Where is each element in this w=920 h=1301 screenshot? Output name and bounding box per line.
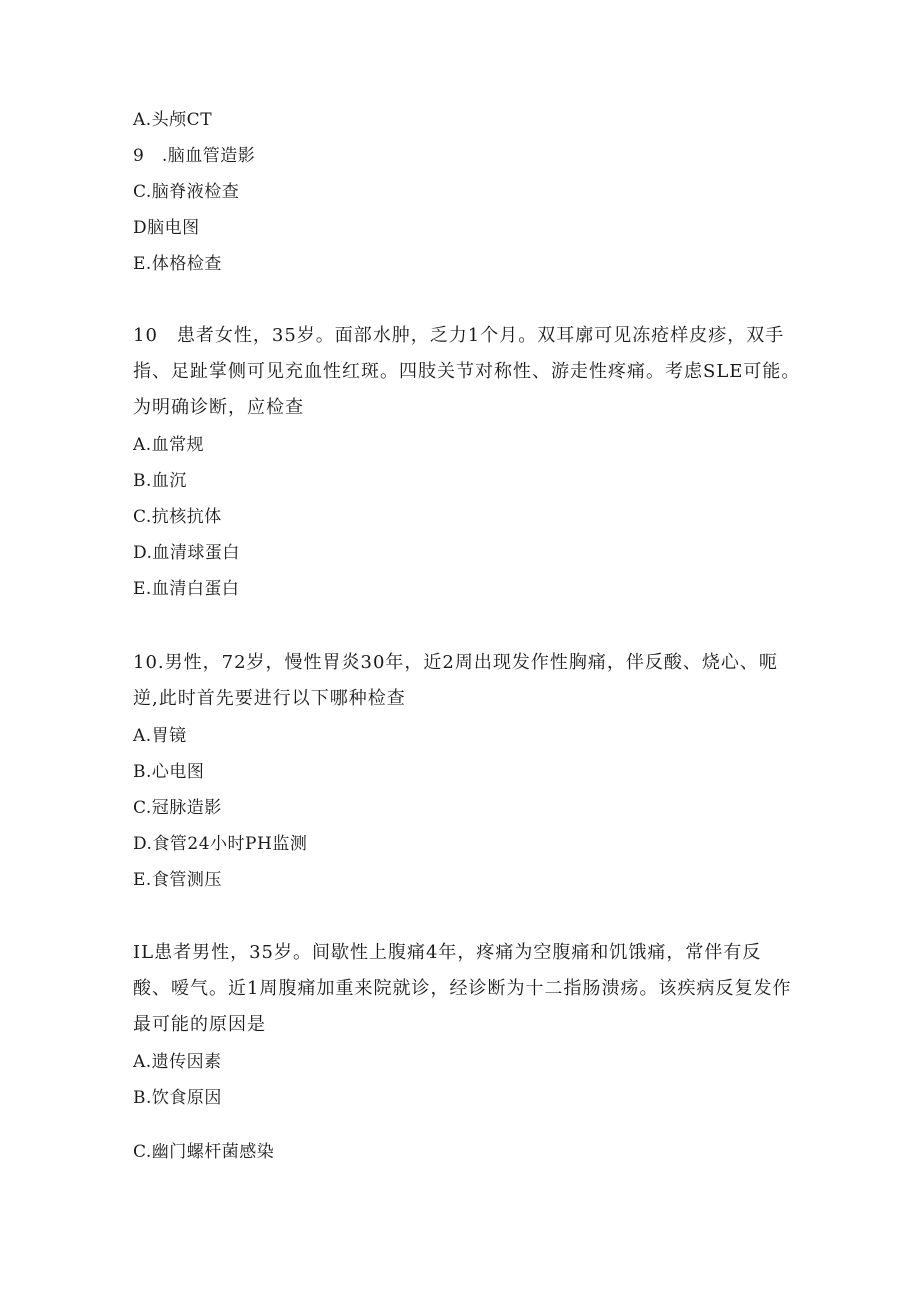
option-e: E.体格检查: [133, 254, 222, 274]
option-d: D.食管24小时PH监测: [133, 834, 308, 854]
option-b: B.饮食原因: [133, 1088, 222, 1108]
option-d: D脑电图: [133, 218, 200, 238]
option-a: A.胃镜: [133, 726, 187, 746]
option-d: D.血清球蛋白: [133, 543, 240, 563]
question-stem-line: 酸、嗳气。近1周腹痛加重来院就诊，经诊断为十二指肠溃疡。该疾病反复发作: [133, 978, 792, 999]
option-b: B.血沉: [133, 471, 187, 491]
option-c: C.幽门螺杆菌感染: [133, 1142, 275, 1162]
question-stem-line: 逆,此时首先要进行以下哪种检查: [133, 688, 406, 709]
question-stem-line: IL患者男性，35岁。间歇性上腹痛4年，疼痛为空腹痛和饥饿痛，常伴有反: [133, 942, 762, 963]
question-stem-line: 10.男性，72岁，慢性胃炎30年，近2周出现发作性胸痛，伴反酸、烧心、呃: [133, 652, 778, 673]
option-c: C.冠脉造影: [133, 798, 222, 818]
option-a: A.遗传因素: [133, 1052, 222, 1072]
option-a: A.血常规: [133, 435, 205, 455]
option-c: C.脑脊液检查: [133, 182, 240, 202]
question-stem-line: 最可能的原因是: [133, 1014, 266, 1035]
question-stem-line: 为明确诊断，应检查: [133, 397, 304, 418]
option-a: A.头颅CT: [133, 110, 213, 130]
option-e: E.食管测压: [133, 870, 222, 890]
question-stem-line: 10 患者女性，35岁。面部水肿，乏力1个月。双耳廓可见冻疮样皮疹，双手: [133, 325, 785, 346]
option-b: B.心电图: [133, 762, 205, 782]
option-b: 9 .脑血管造影: [133, 146, 256, 166]
option-e: E.血清白蛋白: [133, 579, 240, 599]
question-stem-line: 指、足趾掌侧可见充血性红斑。四肢关节对称性、游走性疼痛。考虑SLE可能。: [133, 361, 801, 382]
option-c: C.抗核抗体: [133, 507, 222, 527]
